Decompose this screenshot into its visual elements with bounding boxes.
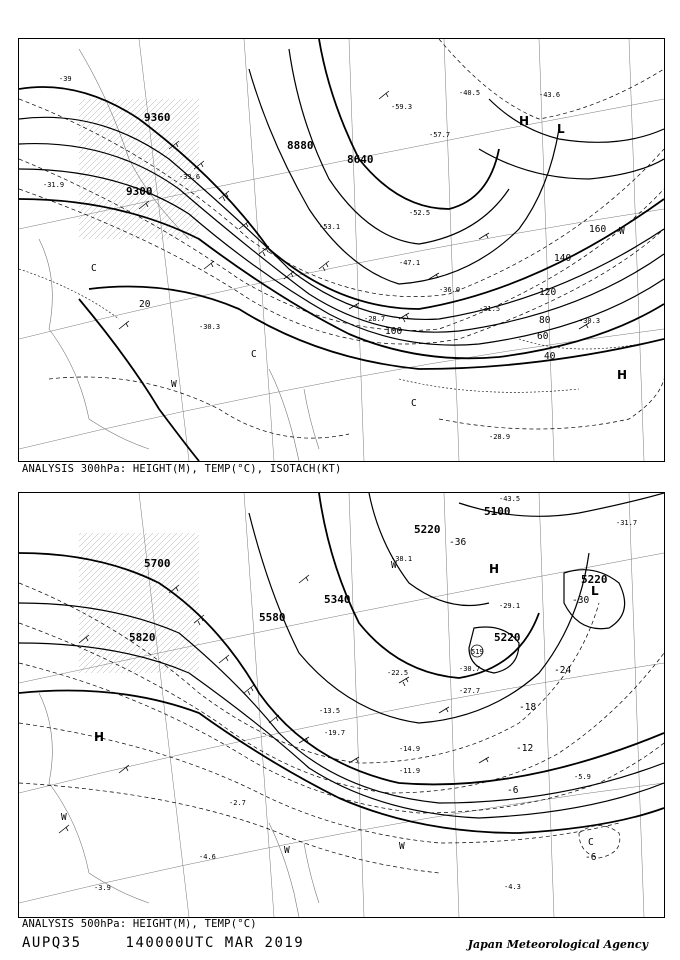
map-500hpa [19, 493, 664, 917]
height-label-9360: 9360 [144, 111, 171, 124]
station-temp: -36.0 [439, 286, 461, 294]
height-label-5820: 5820 [129, 631, 156, 644]
warm-center: W [171, 379, 177, 390]
chart-panel-500hpa [18, 492, 665, 918]
station-temp: -28.7 [364, 315, 386, 323]
height-label-5220-center: 5220 [494, 631, 521, 644]
temp-label-minus30: -30 [572, 595, 590, 606]
temp-label-minus24: -24 [554, 665, 572, 676]
station-temp: -4.3 [504, 883, 521, 891]
station-temp: -11.9 [399, 767, 421, 775]
station-temp: -57.7 [429, 131, 451, 139]
valid-time: 140000UTC MAR 2019 [125, 935, 305, 951]
station-temp: -47.1 [399, 259, 421, 267]
high-center-west: H [94, 730, 105, 744]
isotach-label-80: 80 [539, 315, 551, 326]
isotach-label-60: 60 [537, 331, 549, 342]
station-temp: -22.5 [387, 669, 409, 677]
agency-name: Japan Meteorological Agency [467, 938, 648, 951]
isotach-label-20: 20 [139, 299, 151, 310]
high-center: H [489, 562, 500, 576]
terrain-hatch [79, 533, 199, 673]
height-label-5340: 5340 [324, 593, 351, 606]
low-center: L [591, 584, 599, 598]
station-temp: -27.7 [459, 687, 481, 695]
high-center: H [519, 114, 530, 128]
station-temp: -38.1 [391, 555, 413, 563]
chart-id: AUPQ35 [22, 935, 82, 951]
station-temp: -30.7 [459, 665, 481, 673]
station-temp: -4.6 [199, 853, 216, 861]
station-temp: -52.5 [409, 209, 431, 217]
warm-center-east: W [619, 226, 625, 237]
cold-center-south: C [411, 398, 417, 409]
height-label-9300: 9300 [126, 185, 153, 198]
coastlines [39, 693, 319, 917]
station-temp: -33.6 [179, 173, 201, 181]
chart-footer [22, 935, 338, 951]
station-marker-label: 519 [471, 648, 484, 656]
station-temp: -30.3 [579, 317, 601, 325]
temp-label-minus12: -12 [516, 743, 534, 754]
height-label-5100: 5100 [484, 505, 511, 518]
warm-center-north: W [391, 560, 397, 571]
cold-center: C [251, 349, 257, 360]
isotach-label-120: 120 [539, 287, 557, 298]
station-temp: -28.9 [489, 433, 511, 441]
isotach-label-100: 100 [385, 326, 403, 337]
isotach-label-40: 40 [544, 351, 556, 362]
station-temp: -59.3 [391, 103, 413, 111]
cold-center-west: C [91, 263, 97, 274]
temp-label-minus6-east: -6 [585, 852, 597, 863]
station-temp: -43.6 [539, 91, 561, 99]
height-label-5220-east: 5220 [581, 573, 608, 586]
warm-center-west: W [61, 812, 67, 823]
station-temp: -53.1 [319, 223, 341, 231]
station-marker [471, 645, 484, 657]
station-temp: -31.9 [43, 181, 65, 189]
height-label-8640: 8640 [347, 153, 374, 166]
height-label-5700: 5700 [144, 557, 171, 570]
station-temp: -14.9 [399, 745, 421, 753]
isotach-label-160: 160 [589, 224, 607, 235]
station-temp: -40.5 [459, 89, 481, 97]
station-temp: -19.7 [324, 729, 346, 737]
warm-center-south: W [399, 841, 405, 852]
chart-panel-300hpa [18, 38, 665, 462]
temp-label-minus6: -6 [507, 785, 519, 796]
station-temp: -5.9 [574, 773, 591, 781]
station-temp: -43.5 [499, 495, 521, 503]
height-label-8880: 8880 [287, 139, 314, 152]
caption-500hpa: ANALYSIS 500hPa: HEIGHT(M), TEMP(°C) [22, 918, 257, 930]
map-300hpa [19, 39, 664, 461]
station-temp: -30.3 [199, 323, 221, 331]
low-center: L [557, 122, 565, 136]
station-temp: -39 [59, 75, 72, 83]
temp-label-minus36: -36 [449, 537, 467, 548]
high-center-east: H [617, 368, 628, 382]
cold-center-east: C [588, 837, 594, 848]
height-label-5580: 5580 [259, 611, 286, 624]
temp-label-minus18: -18 [519, 702, 537, 713]
isotach-label-140: 140 [554, 253, 572, 264]
station-temp: -31.7 [616, 519, 638, 527]
station-temp: -2.7 [229, 799, 246, 807]
station-temp: -31.5 [479, 305, 501, 313]
caption-300hpa: ANALYSIS 300hPa: HEIGHT(M), TEMP(°C), ISOTACH(KT) [22, 463, 342, 475]
station-temp: -3.9 [94, 884, 111, 892]
height-label-5220: 5220 [414, 523, 441, 536]
warm-center: W [284, 845, 290, 856]
station-temp: -13.5 [319, 707, 341, 715]
station-temp: -29.1 [499, 602, 521, 610]
